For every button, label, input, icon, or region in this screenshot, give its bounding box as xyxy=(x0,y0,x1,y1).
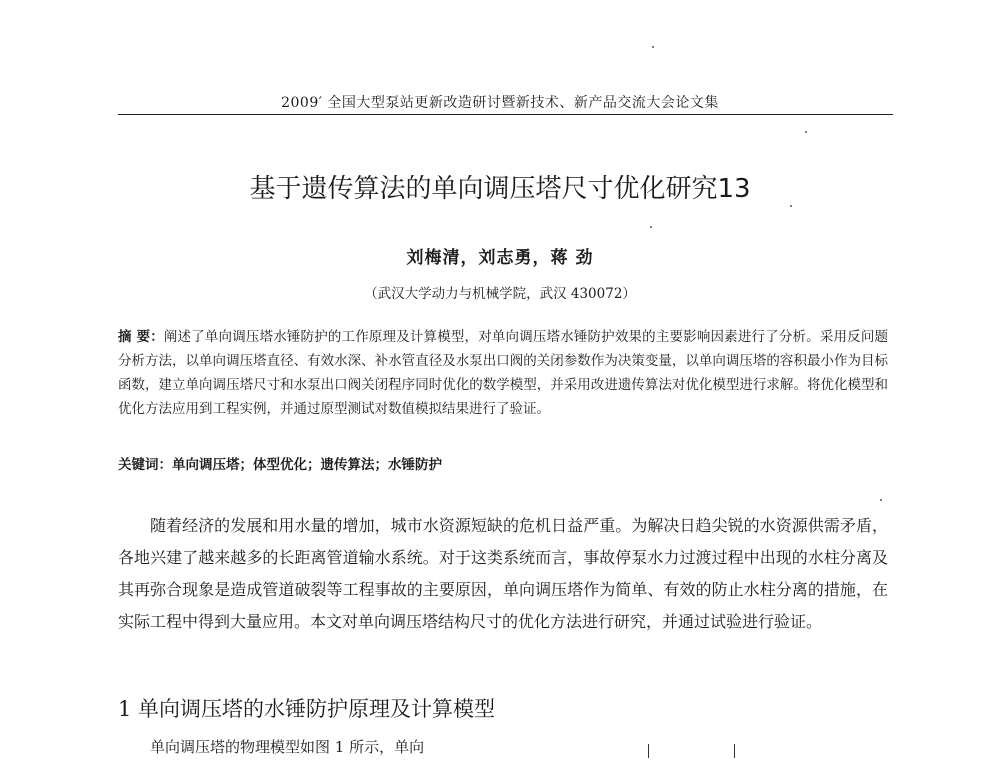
figure-edge-mark xyxy=(734,744,735,758)
header-rule xyxy=(118,114,893,115)
abstract-label: 摘 要： xyxy=(118,329,164,345)
abstract xyxy=(118,325,888,421)
figure-edge-mark xyxy=(648,744,649,758)
keywords xyxy=(118,455,888,475)
section-heading: 1 单向调压塔的水锤防护原理及计算模型 xyxy=(118,697,496,721)
scan-speck xyxy=(652,46,654,48)
affiliation: （武汉大学动力与机械学院，武汉 430072） xyxy=(364,286,636,302)
abstract-text: 阐述了单向调压塔水锤防护的工作原理及计算模型，对单向调压塔水锤防护效果的主要影响因素进行了分析。采用反问题分析方法，以单向调压塔直径、有效水深、补水管直径及水泵出口阀的关闭参数作为决策变量，以单向调压塔的容积最小作为目标函数，建立单向调压塔尺寸和水泵出口阀关闭程序同时优化的数学模型，并采用改进遗传算法对优化模型进行求解。将优化模型和优化方法应用到工程实例，并通过原型测试对数值模拟结果进行了验证。 xyxy=(118,329,889,417)
scan-speck xyxy=(650,226,652,228)
scan-speck xyxy=(790,205,792,207)
intro-paragraph: 随着经济的发展和用水量的增加，城市水资源短缺的危机日益严重。为解决日趋尖锐的水资源供需矛盾，各地兴建了越来越多的长距离管道输水系统。对于这类系统而言，事故停泵水力过渡过程中出现的水柱分离及其再弥合现象是造成管道破裂等工程事故的主要原因，单向调压塔作为简单、有效的防止水柱分离的措施，在实际工程中得到大量应用。本文对单向调压塔结构尺寸的优化方法进行研究，并通过试验进行验证。 xyxy=(118,516,888,631)
paper-title: 基于遗传算法的单向调压塔尺寸优化研究13 xyxy=(249,174,751,204)
section-paragraph: 单向调压塔的物理模型如图 1 所示，单向 xyxy=(150,738,425,756)
running-header: 2009′ 全国大型泵站更新改造研讨暨新技术、新产品交流大会论文集 xyxy=(281,95,719,111)
keywords-text: 单向调压塔；体型优化；遗传算法；水锤防护 xyxy=(172,457,442,473)
scan-speck xyxy=(805,131,807,133)
keywords-label: 关键词： xyxy=(118,457,172,473)
scan-speck xyxy=(880,499,882,501)
author-list: 刘梅清，刘志勇，蒋 劲 xyxy=(406,248,594,268)
